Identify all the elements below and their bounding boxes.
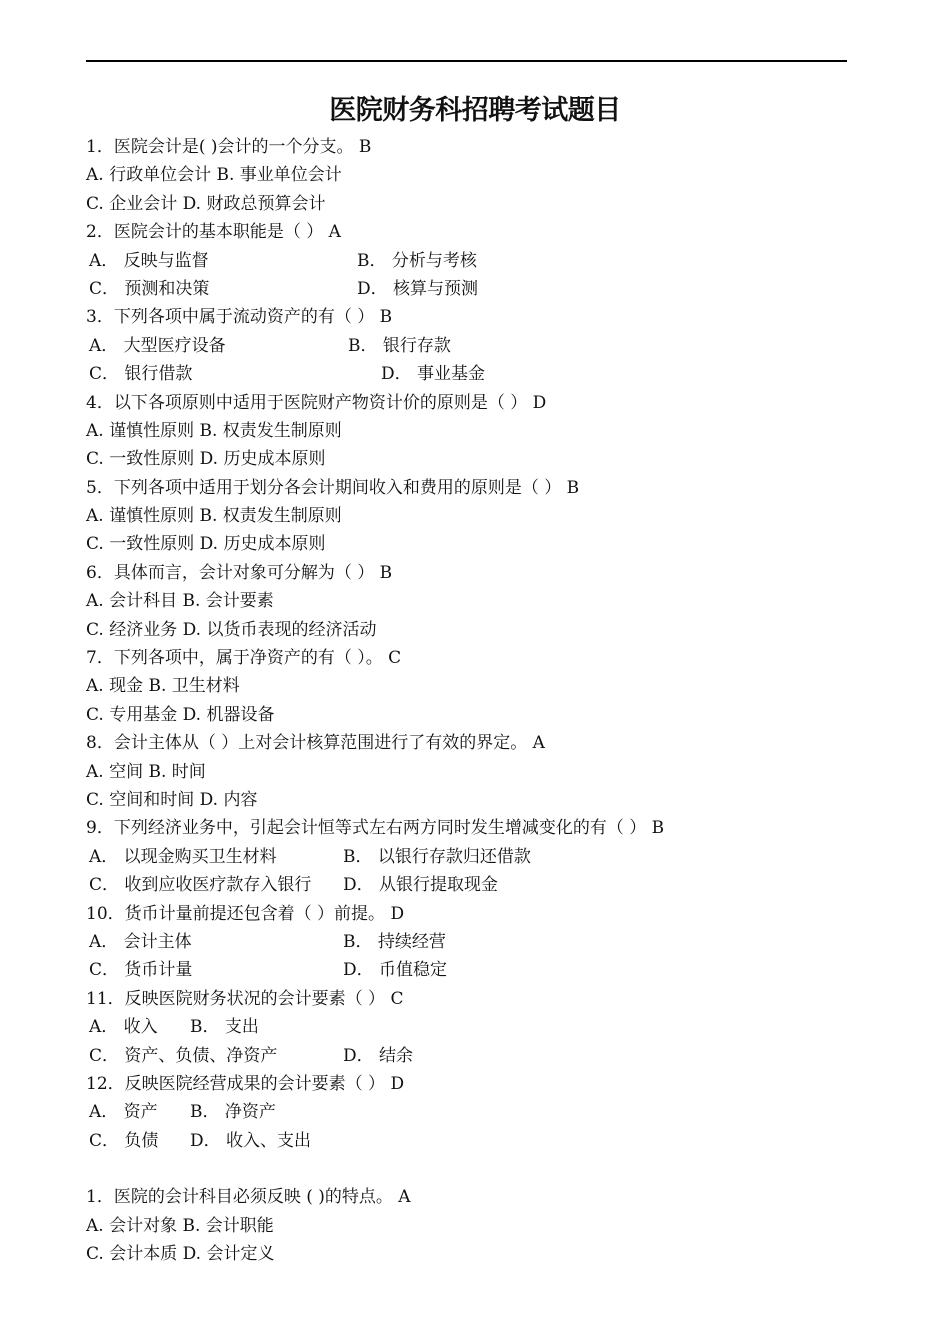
option-text: B． 持续经营: [343, 931, 446, 952]
option-text: D． 结余: [343, 1045, 414, 1066]
question-line: [86, 956, 866, 984]
question-line: [86, 616, 866, 644]
line-text: A. 谨慎性原则 B. 权责发生制原则: [86, 506, 342, 527]
question-line: [86, 729, 866, 757]
line-text: A. 空间 B. 时间: [86, 761, 206, 782]
line-text: 12．反映医院经营成果的会计要素（ ） D: [86, 1073, 405, 1094]
line-text: 10．货币计量前提还包含着（ ）前提。 D: [86, 903, 405, 924]
question-line: [86, 985, 866, 1013]
line-text: 11．反映医院财务状况的会计要素（ ） C: [86, 988, 404, 1009]
question-line: [86, 1127, 866, 1155]
question-line: [86, 814, 866, 842]
option-text: B． 以银行存款归还借款: [343, 846, 531, 867]
question-line: [86, 1183, 866, 1211]
line-text: 7．下列各项中，属于净资产的有（ ）。 C: [86, 648, 402, 669]
option-text: A． 以现金购买卫生材料: [89, 846, 277, 867]
question-line: [86, 474, 866, 502]
line-text: 1．医院会计是( )会计的一个分支。 B: [86, 137, 372, 157]
question-line: [86, 871, 866, 899]
question-line: [86, 644, 866, 672]
question-line: [86, 218, 866, 246]
question-line: [86, 247, 866, 275]
line-text: 8．会计主体从（ ）上对会计核算范围进行了有效的界定。 A: [86, 733, 545, 754]
question-line: [86, 445, 866, 473]
question-line: [86, 332, 866, 360]
question-line: [86, 502, 866, 530]
line-text: C. 专用基金 D. 机器设备: [86, 704, 275, 725]
question-line: [86, 190, 866, 218]
line-text: A. 会计对象 B. 会计职能: [86, 1215, 274, 1236]
question-line: [86, 1098, 866, 1126]
option-text: D． 收入、支出: [190, 1130, 312, 1151]
line-text: A. 会计科目 B. 会计要素: [86, 591, 274, 612]
line-text: C. 空间和时间 D. 内容: [86, 789, 258, 810]
option-text: C． 收到应收医疗款存入银行: [89, 875, 312, 896]
option-text: A． 收入: [89, 1017, 158, 1038]
question-line: [86, 701, 866, 729]
line-text: 2．医院会计的基本职能是（ ） A: [86, 222, 341, 243]
question-line: [86, 1013, 866, 1041]
question-line: [86, 843, 866, 871]
option-text: B． 银行存款: [348, 335, 451, 356]
question-line: [86, 161, 866, 189]
option-text: A． 资产: [89, 1102, 158, 1123]
line-text: C. 一致性原则 D. 历史成本原则: [86, 534, 326, 555]
question-line: [86, 360, 866, 388]
line-text: 6．具体而言，会计对象可分解为（ ） B: [86, 562, 393, 583]
option-text: D． 核算与预测: [357, 278, 479, 299]
line-text: 5．下列各项中适用于划分各会计期间收入和费用的原则是（ ） B: [86, 477, 580, 498]
option-text: C． 预测和决策: [89, 278, 210, 299]
line-text: 3．下列各项中属于流动资产的有（ ） B: [86, 307, 393, 328]
option-text: B． 分析与考核: [357, 250, 477, 271]
question-line: [86, 1212, 866, 1240]
question-line: [86, 133, 866, 161]
option-text: D． 币值稳定: [343, 960, 448, 981]
option-text: C． 货币计量: [89, 960, 193, 981]
line-text: A. 谨慎性原则 B. 权责发生制原则: [86, 420, 342, 441]
line-text: A. 行政单位会计 B. 事业单位会计: [86, 165, 342, 186]
question-line: [86, 1240, 866, 1268]
question-line: [86, 587, 866, 615]
option-text: A． 大型医疗设备: [89, 335, 226, 356]
option-text: A． 反映与监督: [89, 250, 209, 271]
line-text: C. 会计本质 D. 会计定义: [86, 1244, 275, 1265]
option-text: D． 事业基金: [381, 364, 486, 385]
question-line: [86, 275, 866, 303]
line-text: 9．下列经济业务中，引起会计恒等式左右两方同时发生增减变化的有（ ） B: [86, 818, 665, 839]
option-text: C． 资产、负债、净资产: [89, 1045, 278, 1066]
page-title: 医院财务科招聘考试题目: [329, 95, 621, 126]
option-text: C． 银行借款: [89, 364, 193, 385]
question-line: [86, 786, 866, 814]
option-text: D． 从银行提取现金: [343, 875, 499, 896]
line-text: 4．以下各项原则中适用于医院财产物资计价的原则是（ ） D: [86, 392, 547, 413]
question-list: [86, 133, 866, 1269]
question-line: [86, 530, 866, 558]
question-line: [86, 303, 866, 331]
question-line: [86, 900, 866, 928]
question-line: [86, 758, 866, 786]
line-text: C. 企业会计 D. 财政总预算会计: [86, 193, 326, 214]
question-line: [86, 672, 866, 700]
question-line: [86, 389, 866, 417]
option-text: B． 净资产: [190, 1102, 276, 1123]
question-line: [86, 1042, 866, 1070]
line-text: C. 一致性原则 D. 历史成本原则: [86, 449, 326, 470]
line-text: C. 经济业务 D. 以货币表现的经济活动: [86, 619, 377, 640]
option-text: B． 支出: [190, 1017, 259, 1038]
option-text: A． 会计主体: [89, 931, 192, 952]
line-text: A. 现金 B. 卫生材料: [86, 676, 240, 697]
line-text: 1．医院的会计科目必须反映 ( )的特点。 A: [86, 1187, 411, 1208]
header-rule: [86, 60, 847, 62]
option-text: C． 负债: [89, 1130, 159, 1151]
question-line: [86, 417, 866, 445]
question-line: [86, 1070, 866, 1098]
question-line: [86, 559, 866, 587]
question-line: [86, 928, 866, 956]
